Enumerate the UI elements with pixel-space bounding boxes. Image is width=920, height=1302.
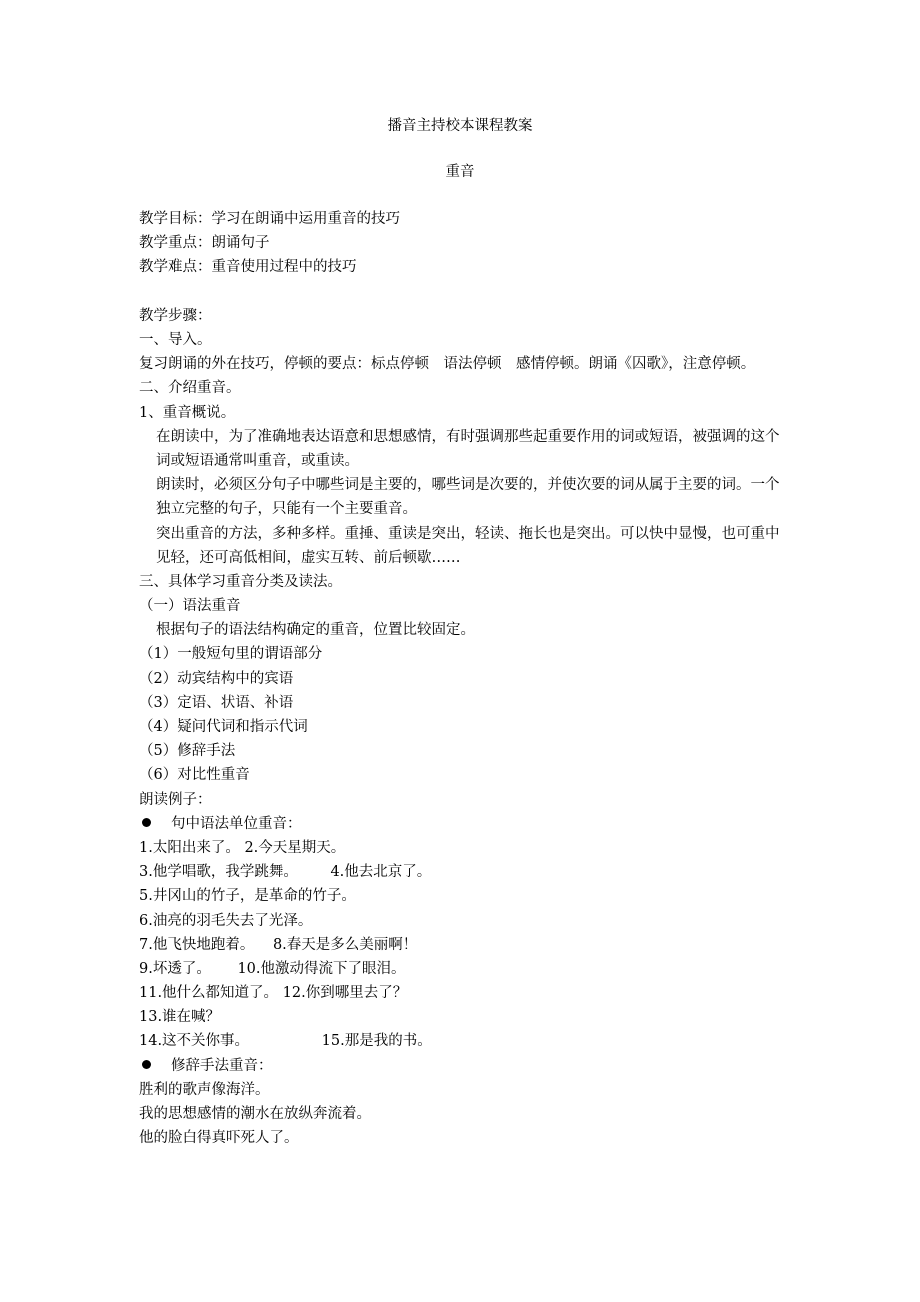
bullet-item [139, 1054, 789, 1078]
example: 5.井冈山的竹子，是革命的竹子。 [139, 888, 356, 905]
example: 1.太阳出来了。 [139, 839, 240, 856]
list-item: （2）动宾结构中的宾语 [139, 670, 294, 687]
rhetoric-example: 胜利的歌声像海洋。 [139, 1081, 270, 1098]
example: 15.那是我的书。 [321, 1033, 432, 1050]
list-item: （5）修辞手法 [139, 743, 236, 760]
bullet-icon [139, 812, 171, 836]
spacer [139, 280, 789, 304]
example-line [139, 884, 789, 908]
example: 10.他激动得流下了眼泪。 [237, 960, 406, 977]
example: 6.油亮的羽毛失去了光泽。 [139, 912, 313, 929]
example: 12.你到哪里去了？ [282, 985, 408, 1002]
document-subtitle: 重音 [445, 164, 475, 180]
section-1-text: 复习朗诵的外在技巧，停顿的要点：标点停顿 语法停顿 感情停顿。朗诵《囚歌》，注意停顿。 [139, 356, 756, 373]
rhetoric-example: 他的脸白得真吓死人了。 [139, 1130, 299, 1147]
teaching-focus: 教学重点：朗诵句子 [139, 235, 270, 252]
example: 9.坏透了。 [139, 960, 211, 977]
list-item: （3）定语、状语、补语 [139, 694, 294, 711]
example-line [139, 836, 789, 860]
example: 7.他飞快地跑着。 [139, 936, 255, 953]
example: 3.他学唱歌，我学跳舞。 [139, 864, 298, 881]
rhetoric-example: 我的思想感情的潮水在放纵奔流着。 [139, 1106, 371, 1123]
document-title: 播音主持校本课程教案 [387, 118, 533, 134]
list-item: （4）疑问代词和指示代词 [139, 719, 308, 736]
examples-heading: 朗读例子： [139, 791, 212, 808]
example-line [139, 909, 789, 933]
bullet-icon [139, 1054, 171, 1078]
teaching-difficulty: 教学难点：重音使用过程中的技巧 [139, 259, 357, 276]
example: 11.他什么都知道了。 [139, 985, 279, 1002]
list-item: （1）一般短句里的谓语部分 [139, 646, 323, 663]
steps-heading: 教学步骤： [139, 307, 212, 324]
example: 2.今天星期天。 [244, 839, 346, 856]
teaching-goal: 教学目标：学习在朗诵中运用重音的技巧 [139, 211, 400, 227]
example-line [139, 957, 789, 981]
section-3-description: 根据句子的语法结构确定的重音，位置比较固定。 [156, 622, 475, 639]
section-2-heading: 二、介绍重音。 [139, 380, 241, 397]
example-line [139, 1029, 789, 1053]
section-2-paragraph-3: 突出重音的方法，多种多样。重捶、重读是突出，轻读、拖长也是突出。可以快中显慢，也可重中见轻，还可高低相间，虚实互转、前后顿歇…… [156, 525, 780, 566]
section-2-subheading: 1、重音概说。 [139, 404, 236, 421]
list-item: （6）对比性重音 [139, 767, 250, 784]
section-2-paragraph-1: 在朗读中，为了准确地表达语意和思想感情，有时强调那些起重要作用的词或短语，被强调的这个词或短语通常叫重音，或重读。 [156, 428, 780, 469]
example-line [139, 860, 789, 884]
example: 14.这不关你事。 [139, 1033, 250, 1050]
bullet-label: 修辞手法重音： [171, 1057, 273, 1074]
bullet-item [139, 812, 789, 836]
example-line [139, 981, 789, 1005]
bullet-label: 句中语法单位重音： [171, 815, 302, 832]
example-line [139, 1005, 789, 1029]
section-3-heading: 三、具体学习重音分类及读法。 [139, 573, 342, 590]
example: 4.他去北京了。 [330, 864, 432, 881]
section-2-paragraph-2: 朗读时，必须区分句子中哪些词是主要的，哪些词是次要的，并使次要的词从属于主要的词。一个独立完整的句子，只能有一个主要重音。 [156, 477, 780, 518]
example: 13.谁在喊？ [139, 1009, 221, 1026]
example-line [139, 933, 789, 957]
document-body [139, 207, 789, 1150]
example: 8.春天是多么美丽啊！ [272, 936, 418, 953]
section-1-heading: 一、导入。 [139, 331, 212, 348]
section-3-subheading: （一）语法重音 [139, 598, 241, 615]
